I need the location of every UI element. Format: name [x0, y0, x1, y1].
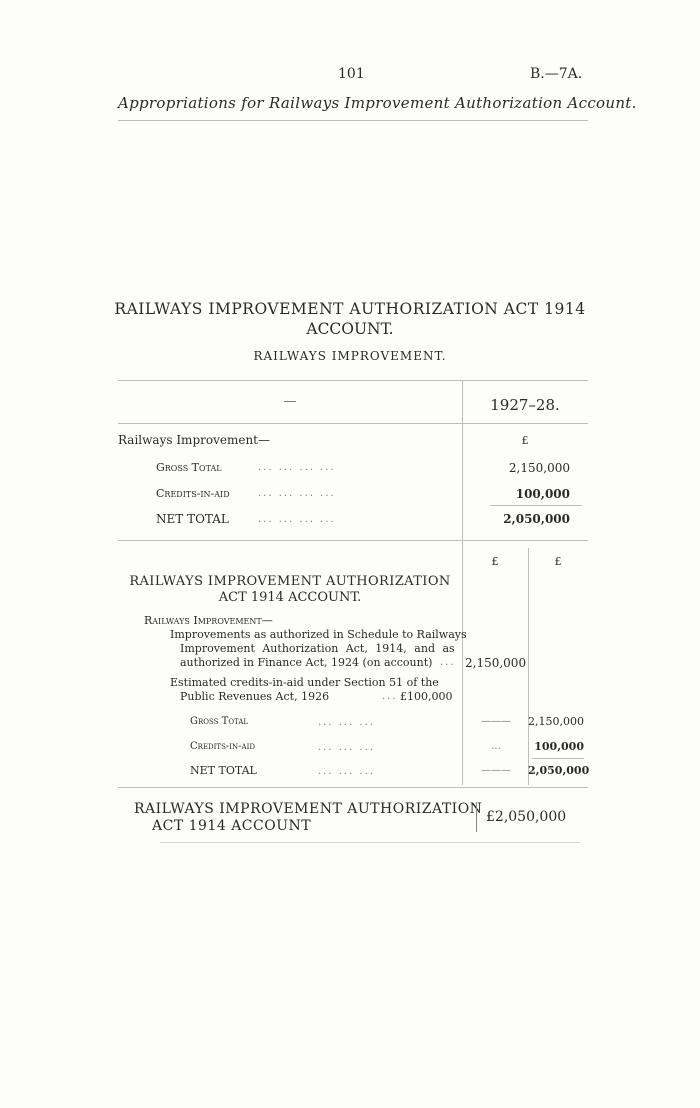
footer-total-label-line2: ACT 1914 ACCOUNT — [152, 818, 312, 834]
summary-group-label: Railways Improvement— — [118, 433, 270, 447]
detail-row-dots: ... ... ... — [318, 766, 375, 777]
detail-row-value: 100,000 — [534, 740, 584, 753]
summary-bottom-rule — [118, 540, 588, 541]
summary-currency: £ — [521, 434, 529, 447]
detail-row-value: 2,150,000 — [528, 715, 584, 728]
footer-rule — [160, 842, 580, 843]
summary-col-header-left: — — [283, 394, 297, 409]
detail-row-col1: ... — [491, 741, 501, 752]
summary-row-value: 2,050,000 — [503, 512, 570, 526]
summary-header-rule — [118, 423, 588, 424]
page-title-line2: ACCOUNT. — [306, 320, 394, 338]
detail-column-divider — [462, 540, 463, 785]
document-reference: B.—7A. — [530, 66, 583, 82]
summary-row-label: NET TOTAL — [156, 512, 229, 526]
summary-row-value: 100,000 — [515, 487, 570, 501]
detail-item-dots: ... — [382, 691, 398, 702]
summary-row-dots: ... ... ... ... — [258, 462, 336, 473]
summary-row-label: Credits-in-aid — [156, 487, 230, 500]
detail-bottom-rule — [118, 787, 588, 788]
detail-row-dots: ... ... ... — [318, 742, 375, 753]
detail-section-label: Railways Improvement— — [144, 614, 273, 627]
summary-row-label: Gross Total — [156, 461, 222, 474]
detail-row-label: Gross Total — [190, 716, 249, 727]
footer-total-label: RAILWAYS IMPROVEMENT AUTHORIZATION — [134, 801, 483, 817]
footer-bracket — [476, 802, 477, 832]
detail-heading: RAILWAYS IMPROVEMENT AUTHORIZATION — [129, 574, 451, 589]
page-title: RAILWAYS IMPROVEMENT AUTHORIZATION ACT 1914 — [114, 300, 586, 318]
header-rule — [118, 120, 588, 121]
page-subtitle: RAILWAYS IMPROVEMENT. — [253, 349, 447, 363]
summary-row-value: 2,150,000 — [508, 461, 570, 475]
detail-row-label: Credits-in-aid — [190, 741, 255, 752]
summary-subtotal-rule — [490, 505, 582, 506]
detail-heading-line2: ACT 1914 ACCOUNT. — [218, 590, 362, 605]
summary-col-header-year: 1927–28. — [490, 396, 560, 414]
detail-row-value: 2,050,000 — [528, 764, 590, 777]
detail-item-text: Public Revenues Act, 1926 — [180, 690, 330, 703]
detail-item-text: Estimated credits-in-aid under Section 51 of the — [170, 676, 439, 689]
detail-row-col1: ——— — [481, 716, 511, 727]
summary-top-rule — [118, 380, 588, 381]
detail-item-dots: ... — [440, 657, 456, 668]
detail-item-value: 2,150,000 — [465, 656, 527, 670]
footer-total-amount: £2,050,000 — [486, 809, 567, 825]
detail-currency-2: £ — [554, 555, 562, 568]
summary-row-dots: ... ... ... ... — [258, 488, 336, 499]
summary-row-dots: ... ... ... ... — [258, 514, 336, 525]
detail-item-text: Improvements as authorized in Schedule to Railways — [170, 628, 467, 641]
detail-item-text: Improvement Authorization Act, 1914, and as — [180, 642, 455, 655]
detail-item-amount: £100,000 — [400, 690, 453, 703]
detail-item-text: authorized in Finance Act, 1924 (on account) — [180, 656, 433, 669]
detail-row-col1: ——— — [481, 765, 511, 776]
detail-subtotal-rule — [532, 758, 584, 759]
detail-row-label: NET TOTAL — [190, 764, 257, 777]
detail-row-dots: ... ... ... — [318, 717, 375, 728]
page-number: 101 — [338, 66, 365, 82]
detail-currency-1: £ — [491, 555, 499, 568]
running-title: Appropriations for Railways Improvement Authorization Account. — [118, 94, 637, 112]
